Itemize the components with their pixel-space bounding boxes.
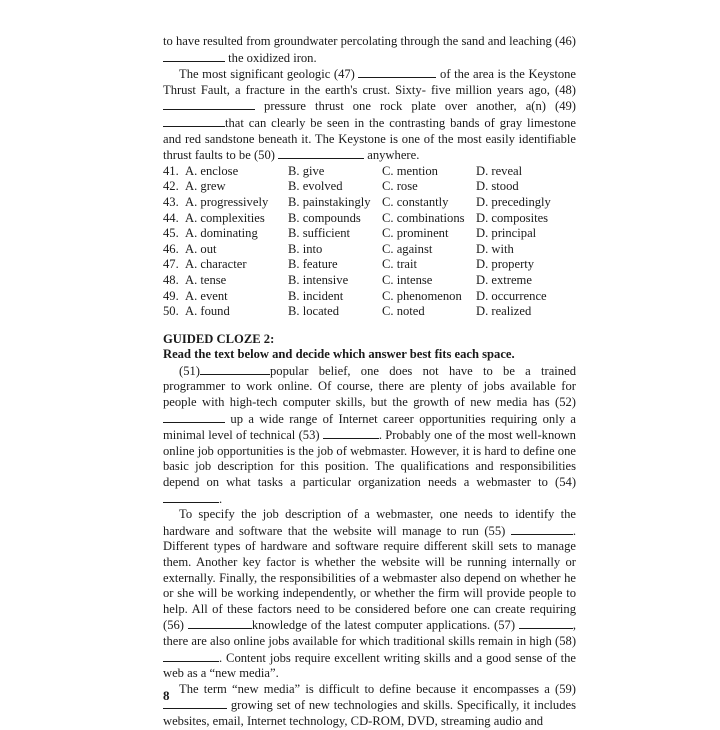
section-instruction: Read the text below and decide which answer best fits each space. (163, 347, 515, 362)
blank-53 (323, 427, 379, 439)
option-row-41 (163, 164, 576, 180)
option-c: C. prominent (382, 226, 449, 241)
option-row-46 (163, 242, 576, 258)
option-b: B. intensive (288, 272, 349, 287)
text-span: of the area is the Keystone Thrust Fault, a fracture in the earth's crust. Sixty- five million years ago, (163, 67, 577, 97)
answer-options-table (163, 164, 576, 320)
option-a: A. complexities (185, 210, 265, 225)
option-d: D. property (476, 257, 535, 272)
text-span: pressure thrust one rock plate over another, a(n) (264, 99, 546, 114)
option-row-47 (163, 257, 576, 273)
option-row-43 (163, 195, 576, 211)
blank-number-54: (54) (555, 475, 577, 490)
blank-number-53: (53) (298, 428, 320, 443)
blank-55 (511, 523, 573, 535)
text-span: The term “new media” is difficult to define because it encompasses a (179, 681, 550, 696)
option-c: C. constantly (382, 194, 449, 209)
option-row-50 (163, 304, 576, 320)
blank-number-50: (50) (253, 148, 275, 163)
option-b: B. painstakingly (288, 194, 371, 209)
blank-number-47: (47) (333, 67, 355, 82)
blank-number-57: (57) (494, 618, 516, 633)
option-d: D. reveal (476, 163, 523, 178)
option-a: A. character (185, 257, 247, 272)
text-span: . Content jobs require excellent writing skills and a good sense of the web as a “new media”. (163, 650, 576, 681)
question-number: 47. (163, 257, 179, 272)
option-b: B. evolved (288, 179, 343, 194)
option-a: A. found (185, 304, 230, 319)
option-b: B. give (288, 163, 325, 178)
blank-59 (163, 697, 227, 709)
section-heading: GUIDED CLOZE 2: (163, 331, 275, 346)
blank-47 (358, 66, 436, 78)
option-d: D. extreme (476, 272, 532, 287)
text-span: , there are also online jobs available for which traditional skills remain in high (163, 618, 576, 648)
blank-number-58: (58) (555, 633, 577, 648)
blank-number-55: (55) (484, 523, 506, 538)
option-d: D. composites (476, 210, 549, 225)
question-number: 48. (163, 272, 179, 287)
option-b: B. compounds (288, 210, 361, 225)
blank-number-48: (48) (555, 82, 576, 97)
blank-number-51: (51) (179, 363, 200, 378)
blank-46 (163, 50, 225, 62)
option-a: A. out (185, 241, 217, 256)
text-span: anywhere. (367, 148, 420, 163)
text-span: The most significant geologic (179, 67, 331, 82)
blank-48 (163, 98, 255, 110)
question-number: 43. (163, 194, 179, 209)
cloze2-paragraph-2 (163, 507, 576, 682)
text-span: . Different types of hardware and software require different skill sets to manage them. Another key factor is whether the website will be running internally or externally. Finally, the responsibilities of a webmaster also depend on whether he or she will be working independently, or whether the firm will provide people to help. All of these factors need to be considered before one can create requiring (163, 523, 576, 616)
option-c: C. against (382, 241, 433, 256)
option-row-48 (163, 273, 576, 289)
option-c: C. phenomenon (382, 288, 462, 303)
option-b: B. sufficient (288, 226, 351, 241)
option-row-45 (163, 226, 576, 242)
blank-number-46: (46) (555, 34, 576, 48)
question-number: 41. (163, 163, 179, 178)
blank-number-52: (52) (555, 395, 576, 410)
text-span: . Probably one of the most well-known online job opportunities is the job of webmaster. However, it is hard to define one basic job description for this position. The qualifications and responsibilities depend on what tasks a particular organization needs a webmaster to (163, 428, 576, 490)
option-b: B. feature (288, 257, 338, 272)
option-a: A. event (185, 288, 228, 303)
option-d: D. with (476, 241, 514, 256)
blank-56 (188, 617, 252, 629)
option-row-42 (163, 179, 576, 195)
blank-49 (163, 115, 225, 127)
text-span: knowledge of the latest computer applications. (251, 618, 491, 633)
text-span: that can clearly be seen in the contrasting bands of gray limestone and red sandstone beneath it. The Keystone is one of the most easily identifiable thrust faults to be (163, 115, 576, 163)
text-span: . (219, 491, 223, 506)
option-a: A. tense (185, 272, 227, 287)
blank-number-49: (49) (555, 99, 576, 114)
blank-number-56: (56) (163, 618, 184, 633)
option-b: B. incident (288, 288, 344, 303)
cloze2-paragraph-1 (163, 363, 576, 507)
option-c: C. noted (382, 304, 425, 319)
option-c: C. trait (382, 257, 417, 272)
text-span: to have resulted from groundwater percolating through the sand and leaching (163, 34, 552, 48)
option-d: D. precedingly (476, 194, 551, 209)
blank-54 (163, 491, 219, 503)
option-a: A. enclose (185, 163, 239, 178)
blank-57 (519, 617, 573, 629)
option-row-44 (163, 211, 576, 227)
option-c: C. combinations (382, 210, 465, 225)
blank-50 (278, 147, 364, 159)
option-b: B. into (288, 241, 323, 256)
question-number: 46. (163, 241, 179, 256)
text-span: popular belief, one does not have to be a trained programmer to work online. Of course, there are plenty of jobs available for people with high-tech computer skills, but the growth of new media has (163, 363, 576, 410)
text-span: the oxidized iron. (225, 50, 317, 65)
question-number: 42. (163, 179, 179, 194)
option-b: B. located (288, 304, 340, 319)
question-number: 45. (163, 226, 179, 241)
option-c: C. mention (382, 163, 438, 178)
option-d: D. occurrence (476, 288, 547, 303)
text-span: To specify the job description of a webmaster, one needs to identify the hardware and software that the website will manage to run (163, 507, 576, 538)
cloze1-paragraph-2 (163, 66, 576, 164)
cloze1-paragraph-1-end (163, 34, 576, 66)
option-a: A. dominating (185, 226, 258, 241)
option-d: D. stood (476, 179, 519, 194)
cloze2-paragraph-3 (163, 682, 576, 730)
question-number: 49. (163, 288, 179, 303)
option-d: D. principal (476, 226, 537, 241)
question-number: 44. (163, 210, 179, 225)
blank-58 (163, 650, 219, 662)
text-span: up a wide range of Internet career opportunities requiring only a minimal level of technical (163, 411, 576, 443)
question-number: 50. (163, 304, 179, 319)
blank-number-59: (59) (555, 681, 576, 696)
page-number: 8 (163, 688, 170, 703)
option-c: C. rose (382, 179, 418, 194)
option-c: C. intense (382, 272, 433, 287)
option-d: D. realized (476, 304, 532, 319)
blank-52 (163, 411, 225, 423)
blank-51 (200, 363, 270, 375)
option-a: A. grew (185, 179, 226, 194)
option-row-49 (163, 289, 576, 305)
text-span: growing set of new technologies and skills. Specifically, it includes websites, email, Internet technology, CD-ROM, DVD, streaming audio and (163, 698, 576, 728)
option-a: A. progressively (185, 194, 269, 209)
